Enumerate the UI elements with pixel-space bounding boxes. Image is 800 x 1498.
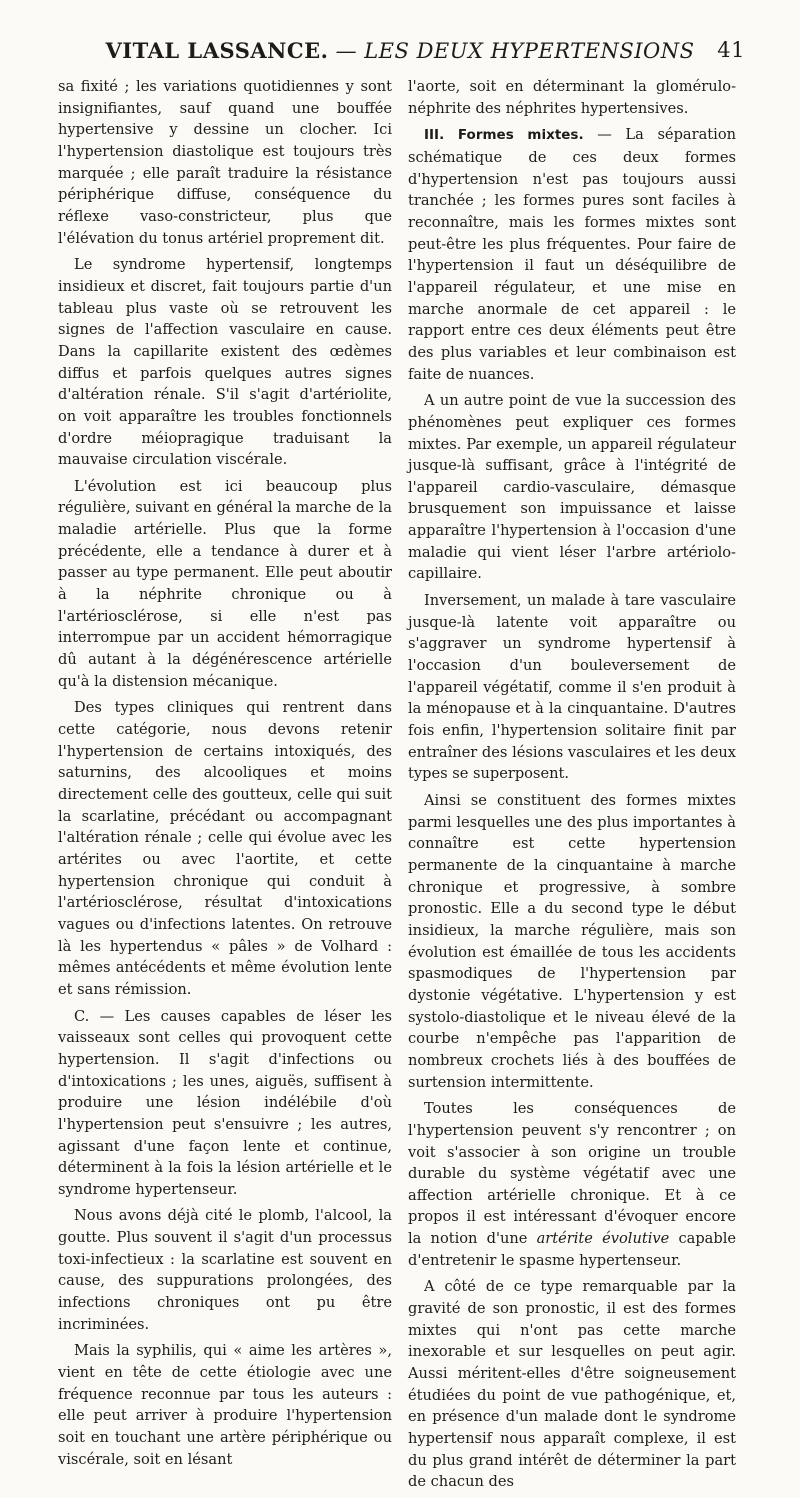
- paragraph: Nous avons déjà cité le plomb, l'alcool, la goutte. Plus souvent il s'agit d'un processus toxi-infectieux : la scarlatine est souvent en cause, des suppurations prolongées, des infections chroniques ont pu être incriminées.: [58, 1207, 392, 1333]
- paragraph: [408, 1098, 736, 1271]
- paragraph: Mais la syphilis, qui « aime les artères », vient en tête de cette étiologie avec une fréquence reconnue par tous les auteurs : elle peut arriver à produire l'hypertension soit en touchant une artère périphérique ou viscérale, soit en lésant: [58, 1342, 392, 1468]
- paragraph: A un autre point de vue la succession des phénomènes peut expliquer ces formes mixtes. Par exemple, un appareil régulateur jusque-là suffisant, grâce à l'intégrité de l'appareil cardio-vasculaire, démasque brusquement son impuissance et laisse apparaître l'hypertension à l'occasion d'une maladie qui vient léser l'arbre artériolo-capillaire.: [408, 392, 736, 583]
- section-paragraph: [408, 124, 736, 385]
- paragraph: Ainsi se constituent des formes mixtes parmi lesquelles une des plus importantes à connaître est cette hypertension permanente de la cinquantaine à marche chronique et progressive, à sombre pronostic. Elle a du second type le début insidieux, la marche régulière, mais son évolution est émaillée de tous les accidents spasmodiques de l'hypertension par dystonie végétative. L'hypertension y est systolo-diastolique et le niveau élevé de la courbe n'empêche pas l'apparition de nombreux crochets liés à des bouffées de surtension intermittente.: [408, 792, 736, 1091]
- emphasis-text: artérite évolutive: [536, 1230, 670, 1248]
- paragraph: Des types cliniques qui rentrent dans cette catégorie, nous devons retenir l'hypertension de certains intoxiqués, des saturnins, des alcooliques et moins directement celle des goutteux, celle qui suit la scarlatine, précédant ou accompagnant l'altération rénale ; celle qui évolue avec les artérites ou avec l'aortite, et cette hypertension chronique qui conduit à l'artériosclérose, résultat d'intoxications vagues ou d'infections latentes. On retrouve là les hypertendus « pâles » de Volhard : mêmes antécédents et même évolution lente et sans rémission.: [58, 699, 392, 998]
- left-column: [58, 76, 392, 1475]
- header-author: VITAL LASSANCE.: [105, 38, 329, 63]
- paragraph-text: Toutes les conséquences de l'hypertension peuvent s'y rencontrer ; on voit s'associer à son origine un trouble durable du système végétatif avec une affection artérielle chronique. Et à ce propos il est intéressant d'évoquer encore la notion d'une: [408, 1100, 736, 1248]
- right-column: [408, 76, 736, 1498]
- paragraph: sa fixité ; les variations quotidiennes y sont insignifiantes, sauf quand une bouffée hypertensive y dessine un clocher. Ici l'hypertension diastolique est toujours très marquée ; elle paraît traduire la résistance périphérique diffuse, conséquence du réflexe vaso-constricteur, plus que l'élévation du tonus artériel proprement dit.: [58, 78, 392, 247]
- paragraph: Inversement, un malade à tare vasculaire jusque-là latente voit apparaître ou s'aggraver un syndrome hypertensif à l'occasion d'un bouleversement de l'appareil végétatif, comme il s'en produit à la ménopause et à la cinquantaine. D'autres fois enfin, l'hypertension solitaire finit par entraîner des lésions vasculaires et les deux types se superposent.: [408, 592, 736, 783]
- paragraph: C. — Les causes capables de léser les vaisseaux sont celles qui provoquent cette hypertension. Il s'agit d'infections ou d'intoxications ; les unes, aiguës, suffisent à produire une lésion indélébile d'où l'hypertension peut s'ensuivre ; les autres, agissant d'une façon lente et continue, déterminent à la fois la lésion artérielle et le syndrome hypertenseur.: [58, 1007, 392, 1198]
- header-title: — LES DEUX HYPERTENSIONS: [328, 39, 695, 63]
- paragraph: l'aorte, soit en déterminant la glomérulo-néphrite des néphrites hypertensives.: [408, 78, 736, 117]
- section-text: — La séparation schématique de ces deux formes d'hypertension n'est pas toujours aussi tranchée ; les formes pures sont faciles à reconnaître, mais les formes mixtes sont peut-être les plus fréquentes. Pour faire de l'hypertension il faut un déséquilibre de l'appareil régulateur, et une mise en marche anormale de cet appareil : le rapport entre ces deux éléments peut être des plus variables et leur combinaison est faite de nuances.: [408, 126, 737, 383]
- paragraph-text: capable d'entretenir le spasme hypertenseur.: [408, 1230, 737, 1269]
- section-heading: III. Formes mixtes.: [424, 127, 584, 144]
- running-header: [55, 38, 745, 68]
- paragraph: Le syndrome hypertensif, longtemps insidieux et discret, fait toujours partie d'un tableau plus vaste où se retrouvent les signes de l'affection vasculaire en cause. Dans la capillarite existent des œdèmes diffus et parfois quelques autres signes d'altération rénale. S'il s'agit d'artériolite, on voit apparaître les troubles fonctionnels d'ordre méiopragique traduisant la mauvaise circulation viscérale.: [58, 256, 392, 469]
- page-number: 41: [717, 38, 745, 62]
- paragraph: L'évolution est ici beaucoup plus régulière, suivant en général la marche de la maladie artérielle. Plus que la forme précédente, elle a tendance à durer et à passer au type permanent. Elle peut aboutir à la néphrite chronique ou à l'artériosclérose, si elle n'est pas interrompue par un accident hémorragique dû autant à la dégénérescence artérielle qu'à la distension mécanique.: [58, 477, 392, 690]
- paragraph: A côté de ce type remarquable par la gravité de son pronostic, il est des formes mixtes qui n'ont pas cette marche inexorable et sur lesquelles on peut agir. Aussi méritent-elles d'être soigneusement étudiées du point de vue pathogénique, et, en présence d'un malade dont le syndrome hypertensif nous apparaît complexe, il est du plus grand intérêt de déterminer la part de chacun des: [408, 1278, 736, 1491]
